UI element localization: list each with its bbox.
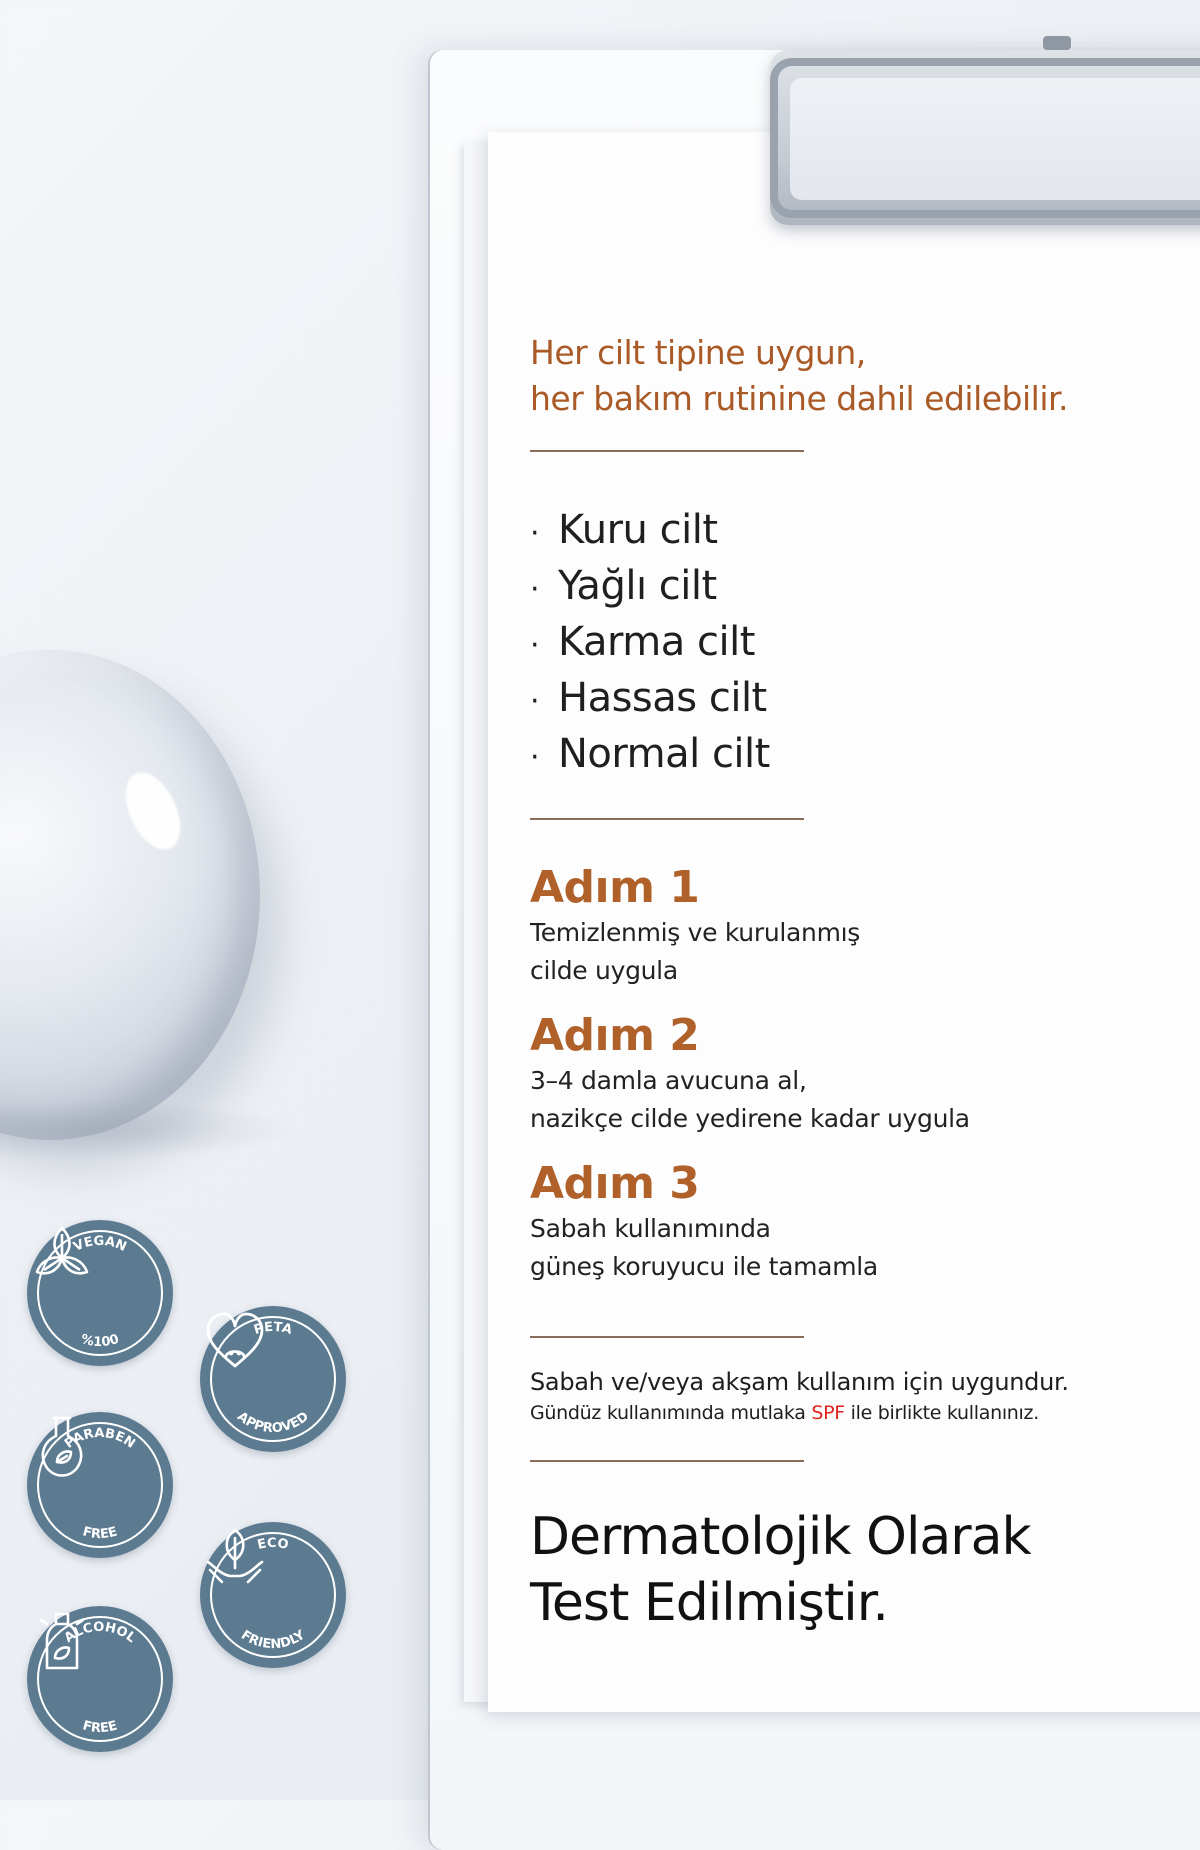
bullet-dot: ·: [530, 628, 540, 663]
leaf-icon: [27, 1220, 97, 1290]
list-item: [530, 560, 1190, 616]
bottle-icon: [27, 1606, 97, 1676]
spf-highlight: SPF: [811, 1402, 845, 1424]
divider: [530, 818, 804, 820]
svg-text:FREE: [81, 1524, 119, 1542]
step-title: Adım 1: [530, 862, 700, 913]
skin-type-list: [530, 504, 1190, 784]
badge-bottom-text: FREE: [80, 1524, 120, 1543]
droplet-highlight: [115, 764, 191, 858]
step-text: 3–4 damla avucuna al, nazikçe cilde yedirene kadar uygula: [530, 1066, 970, 1133]
sheet-content: [530, 330, 1190, 1636]
divider: [530, 450, 804, 452]
spf-warning: [530, 1402, 1190, 1424]
skin-type-combination: Karma cilt: [558, 619, 755, 665]
badge-top-text: PARABEN: [62, 1425, 138, 1452]
svg-text:APPROVED: [234, 1409, 312, 1436]
skin-type-normal: Normal cilt: [558, 731, 770, 777]
step-2: [530, 1010, 1190, 1138]
badge-bottom-text: FREE: [80, 1718, 120, 1737]
bunny-heart-icon: [200, 1306, 270, 1376]
water-droplet: [0, 650, 260, 1140]
bullet-dot: ·: [530, 740, 540, 775]
badge-bottom-text: APPROVED: [234, 1409, 312, 1437]
badge-top-text: VEGAN: [71, 1233, 129, 1255]
step-title: Adım 3: [530, 1158, 700, 1209]
badge-bottom-text: %100: [79, 1331, 121, 1351]
clip-wire: [770, 58, 1200, 218]
svg-text:%100: [79, 1332, 120, 1350]
skin-type-oily: Yağlı cilt: [558, 563, 717, 609]
badge-top-text: ALCOHOL: [61, 1619, 139, 1647]
divider: [530, 1460, 804, 1462]
usage-note: [530, 1368, 1190, 1424]
step-1: [530, 862, 1190, 990]
intro-line-2: her bakım rutinine dahil edilebilir.: [530, 379, 1069, 418]
flask-icon: [27, 1412, 97, 1482]
step-text: Sabah kullanımında güneş koruyucu ile tamamla: [530, 1214, 878, 1281]
usage-text: Sabah ve/veya akşam kullanım için uygundur.: [530, 1368, 1069, 1396]
clip-knob: [1043, 36, 1071, 50]
bullet-dot: ·: [530, 572, 540, 607]
intro-line-1: Her cilt tipine uygun,: [530, 333, 866, 372]
vegan-badge: [27, 1220, 173, 1366]
paraben-free-badge: [27, 1412, 173, 1558]
bullet-dot: ·: [530, 684, 540, 719]
skin-type-sensitive: Hassas cilt: [558, 675, 767, 721]
eco-friendly-badge: [200, 1522, 346, 1668]
bullet-dot: ·: [530, 516, 540, 551]
badge-bottom-text: FRIENDLY: [238, 1627, 308, 1653]
peta-badge: [200, 1306, 346, 1452]
alcohol-free-badge: [27, 1606, 173, 1752]
step-title: Adım 2: [530, 1010, 700, 1061]
svg-text:FREE: [81, 1718, 119, 1736]
svg-text:FRIENDLY: [238, 1627, 308, 1652]
divider: [530, 1336, 804, 1338]
warning-text: ile birlikte kullanınız.: [844, 1402, 1039, 1424]
skin-type-dry: Kuru cilt: [558, 507, 718, 553]
dermatology-claim: Dermatolojik Olarak Test Edilmiştir.: [530, 1507, 1031, 1633]
step-text: Temizlenmiş ve kurulanmış cilde uygula: [530, 918, 861, 985]
warning-text: Gündüz kullanımında mutlaka: [530, 1402, 812, 1424]
hands-plant-icon: [200, 1522, 270, 1592]
list-item: [530, 616, 1190, 672]
step-3: [530, 1158, 1190, 1286]
list-item: [530, 504, 1190, 560]
list-item: [530, 672, 1190, 728]
list-item: [530, 728, 1190, 784]
badge-top-text: PETA: [252, 1319, 294, 1339]
badge-top-text: ECO: [256, 1535, 290, 1553]
